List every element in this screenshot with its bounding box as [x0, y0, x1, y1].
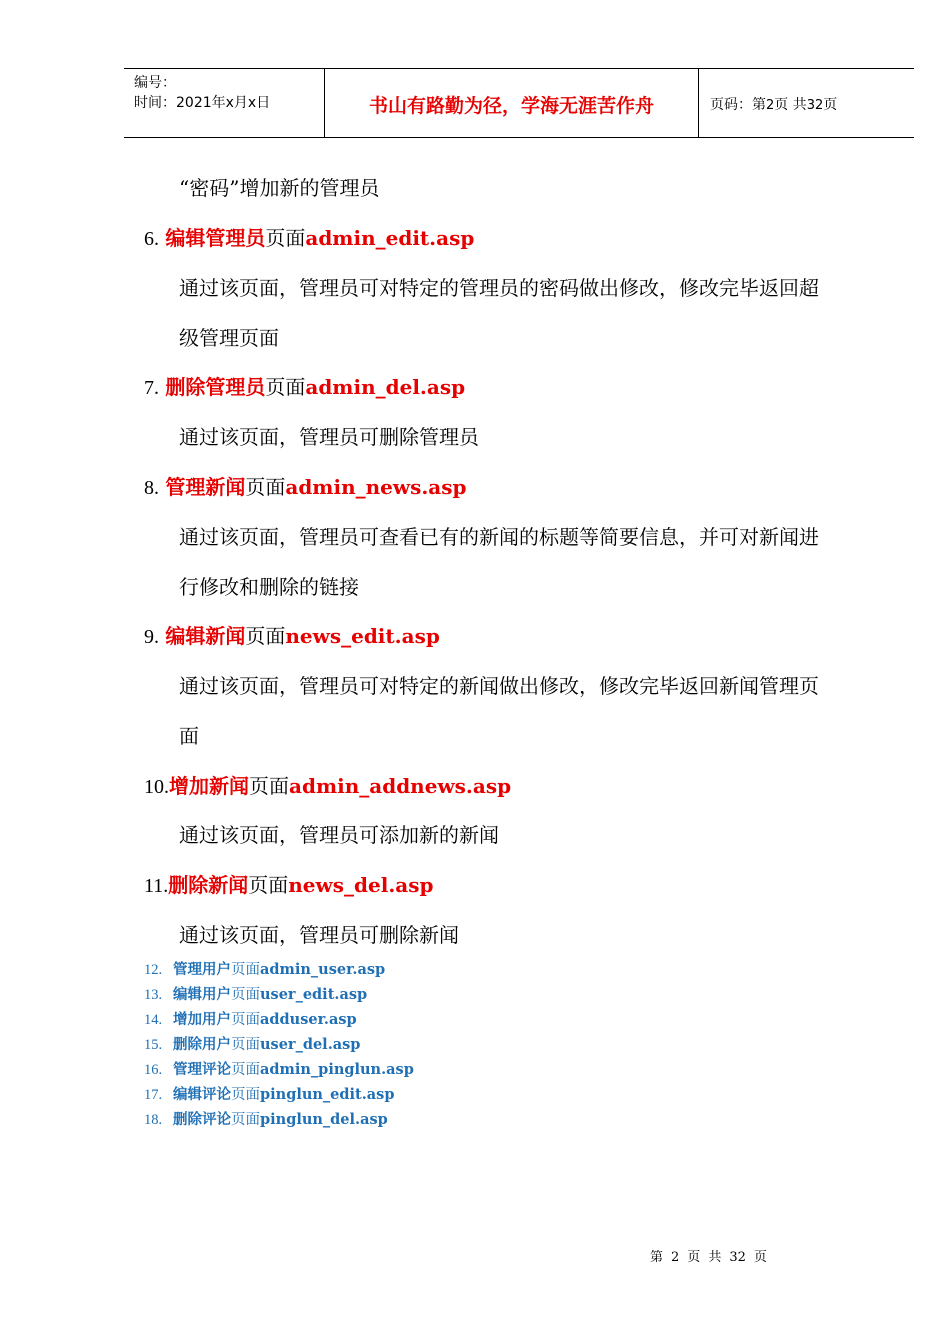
- item-mid: 页面: [231, 1062, 260, 1078]
- page-label-mid: 页 共: [774, 97, 807, 113]
- item-title: 删除用户: [173, 1036, 231, 1053]
- item-mid: 页面: [231, 1012, 260, 1028]
- paragraph: 行修改和删除的链接: [179, 575, 359, 599]
- item-file: admin_news.asp: [285, 475, 467, 499]
- item-file: user_edit.asp: [260, 986, 368, 1003]
- item-file: admin_addnews.asp: [289, 774, 512, 798]
- list-item: [144, 1108, 388, 1129]
- item-title: 管理用户: [173, 961, 231, 978]
- item-number: 18.: [144, 1112, 163, 1128]
- item-title: 编辑评论: [173, 1086, 231, 1103]
- footer-total: 32: [729, 1250, 746, 1265]
- header-meta: [134, 73, 270, 113]
- item-mid: 页面: [249, 774, 289, 798]
- list-item: [144, 371, 465, 400]
- item-number: 9.: [144, 626, 159, 648]
- item-file: admin_del.asp: [305, 375, 466, 399]
- list-item: [144, 1083, 395, 1104]
- item-title: 删除管理员: [165, 375, 266, 399]
- item-title: 删除新闻: [168, 873, 249, 897]
- paragraph: “密码”增加新的管理员: [179, 176, 380, 200]
- paragraph: 通过该页面，管理员可对特定的管理员的密码做出修改，修改完毕返回超: [179, 276, 819, 300]
- list-item: [144, 471, 467, 500]
- serial-label: 编号：: [134, 75, 176, 91]
- item-title: 删除评论: [173, 1111, 231, 1128]
- item-file: admin_user.asp: [260, 961, 386, 978]
- item-title: 管理评论: [173, 1061, 231, 1078]
- item-number: 6.: [144, 228, 159, 250]
- item-file: news_del.asp: [288, 873, 434, 897]
- item-file: user_del.asp: [260, 1036, 361, 1053]
- footer-text: 页: [687, 1250, 701, 1265]
- item-number: 12.: [144, 962, 163, 978]
- list-item: [144, 1058, 414, 1079]
- page-footer: [650, 1246, 775, 1265]
- item-number: 13.: [144, 987, 163, 1003]
- paragraph: 面: [179, 724, 199, 748]
- header-divider: [698, 69, 699, 137]
- item-title: 编辑用户: [173, 986, 231, 1003]
- item-mid: 页面: [231, 987, 260, 1003]
- item-number: 14.: [144, 1012, 163, 1028]
- item-number: 16.: [144, 1062, 163, 1078]
- list-item: [144, 222, 474, 251]
- paragraph: 通过该页面，管理员可删除管理员: [179, 425, 479, 449]
- item-number: 15.: [144, 1037, 163, 1053]
- header-motto: 书山有路勤为径，学海无涯苦作舟: [368, 95, 654, 117]
- item-number: 10.: [144, 776, 169, 798]
- paragraph: 通过该页面，管理员可查看已有的新闻的标题等简要信息，并可对新闻进: [179, 525, 819, 549]
- item-file: news_edit.asp: [285, 624, 440, 648]
- page-current: 2: [766, 98, 775, 113]
- list-item: [144, 1033, 360, 1054]
- item-number: 11.: [144, 875, 169, 897]
- item-title: 编辑新闻: [165, 624, 246, 648]
- list-item: [144, 620, 440, 649]
- page-label-suffix: 页: [823, 97, 838, 113]
- item-number: 17.: [144, 1087, 163, 1103]
- item-file: admin_pinglun.asp: [260, 1061, 414, 1078]
- item-mid: 页面: [231, 1112, 260, 1128]
- footer-text: 页: [753, 1250, 767, 1265]
- list-item: [144, 1008, 357, 1029]
- list-item: [144, 869, 433, 898]
- item-title: 增加新闻: [169, 774, 249, 798]
- list-item: [144, 983, 367, 1004]
- item-mid: 页面: [245, 624, 286, 648]
- footer-current: 2: [671, 1250, 680, 1265]
- page-total: 32: [806, 98, 824, 113]
- date-label: 时间：2021年x月x日: [134, 95, 271, 111]
- item-file: pinglun_edit.asp: [260, 1086, 395, 1103]
- item-mid: 页面: [265, 226, 306, 250]
- item-number: 8.: [144, 477, 159, 499]
- item-mid: 页面: [265, 375, 306, 399]
- item-mid: 页面: [248, 873, 289, 897]
- page-header: [124, 68, 914, 138]
- paragraph: 通过该页面，管理员可添加新的新闻: [179, 823, 499, 847]
- list-item: [144, 770, 511, 799]
- item-number: 7.: [144, 377, 159, 399]
- item-title: 编辑管理员: [165, 226, 266, 250]
- item-mid: 页面: [231, 1037, 260, 1053]
- item-file: adduser.asp: [260, 1011, 357, 1028]
- item-file: pinglun_del.asp: [260, 1111, 388, 1128]
- paragraph: 通过该页面，管理员可对特定的新闻做出修改，修改完毕返回新闻管理页: [179, 674, 819, 698]
- paragraph: 级管理页面: [179, 326, 279, 350]
- footer-text: 共: [708, 1250, 722, 1265]
- page-label-prefix: 页码：第: [710, 97, 766, 113]
- paragraph: 通过该页面，管理员可删除新闻: [179, 923, 459, 947]
- item-title: 管理新闻: [165, 475, 246, 499]
- item-mid: 页面: [231, 1087, 260, 1103]
- item-mid: 页面: [231, 962, 260, 978]
- header-page-number: [710, 94, 837, 114]
- list-item: [144, 958, 385, 979]
- item-title: 增加用户: [173, 1011, 231, 1028]
- footer-text: 第: [650, 1250, 664, 1265]
- item-file: admin_edit.asp: [305, 226, 475, 250]
- item-mid: 页面: [245, 475, 286, 499]
